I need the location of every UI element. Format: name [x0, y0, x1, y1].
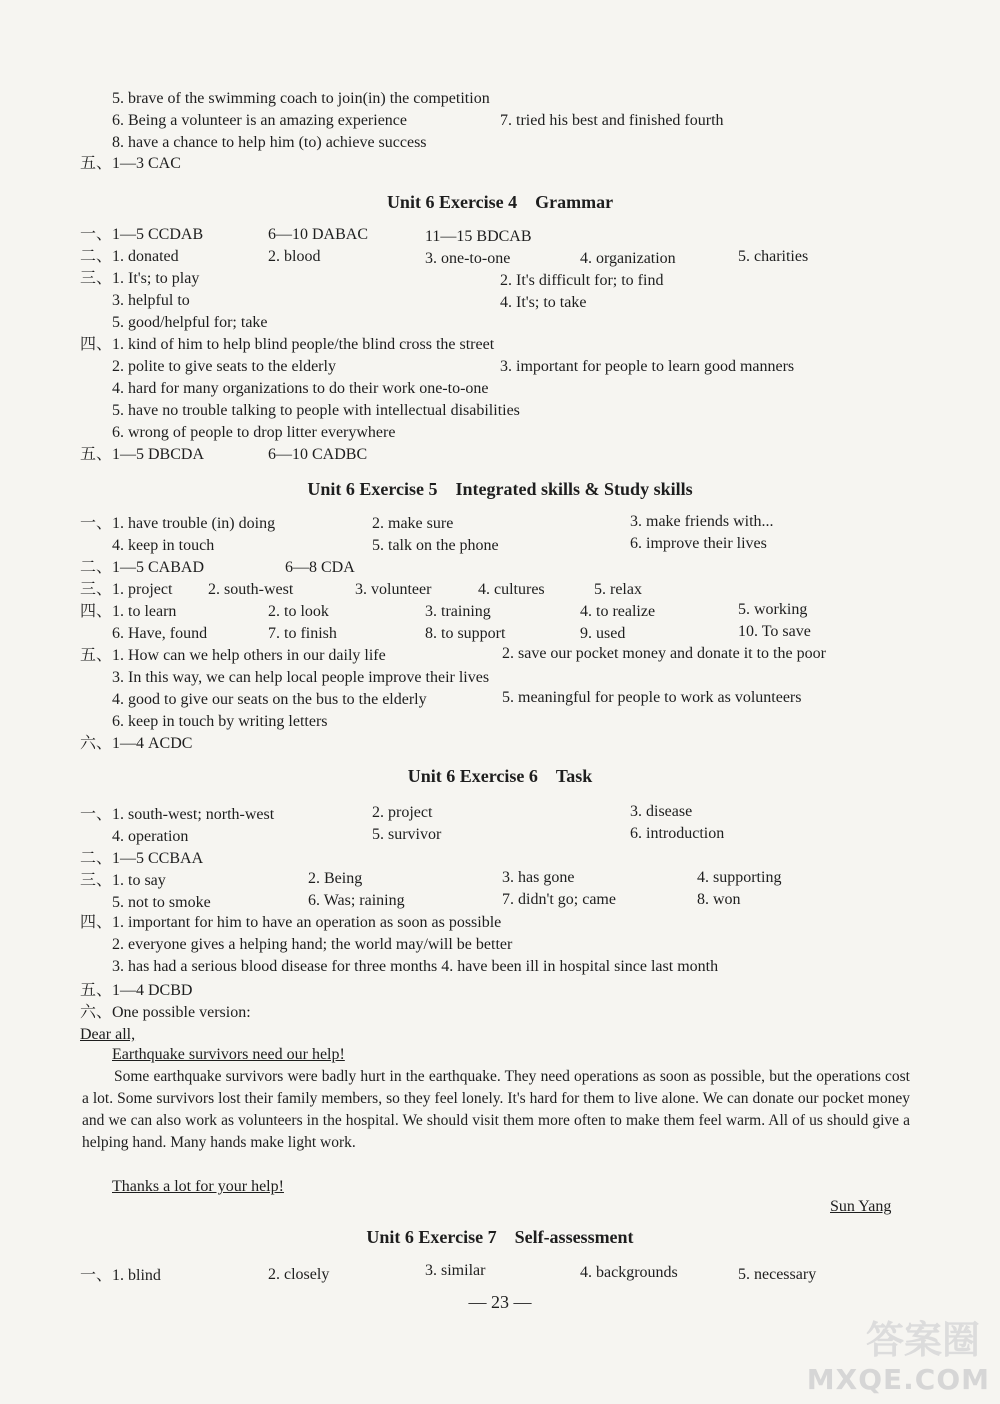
answer-line: 6—10 DABAC	[268, 226, 369, 243]
answer-line: 3. volunteer	[355, 581, 432, 598]
answer-line: 2. polite to give seats to the elderly	[112, 358, 336, 375]
answer-line: 3. In this way, we can help local people improve their lives	[112, 669, 490, 686]
answer-line: 11—15 BDCAB	[425, 228, 532, 245]
answer-line: 4. backgrounds	[580, 1264, 678, 1281]
answer-line: 4. keep in touch	[112, 537, 215, 554]
answer-line: 5. good/helpful for; take	[112, 314, 268, 331]
answer-line: 5. have no trouble talking to people with intellectual disabilities	[112, 402, 520, 419]
answer-line: 6. Have, found	[112, 625, 208, 642]
answer-line: 3. has had a serious blood disease for three months 4. have been ill in hospital since last month	[112, 958, 719, 975]
answer-line: 7. tried his best and finished fourth	[500, 112, 724, 129]
answer-line: 5. working	[738, 601, 808, 618]
answer-line: 2. make sure	[372, 515, 454, 532]
letter-closing: Thanks a lot for your help!	[112, 1178, 284, 1195]
answer-line: 三、1. It's; to play	[80, 270, 200, 287]
answer-line: 4. operation	[112, 828, 189, 845]
answer-line: 8. to support	[425, 625, 506, 642]
answer-line: 2. everyone gives a helping hand; the world may/will be better	[112, 936, 513, 953]
answer-line: 3. important for people to learn good manners	[500, 358, 795, 375]
answer-line: 5. relax	[594, 581, 642, 598]
letter-body: Some earthquake survivors were badly hurt in the earthquake. They need operations as soon as possible, but the operations cost a lot. Some survivors lost their family members, so they feel lonely. It's hard for them to live alone. We can donate our pocket money and we can also work as volunteers in the hospital. We should visit them more often to make them feel warm. All of us should give a helping hand. Many hands make light work.	[82, 1068, 910, 1151]
answer-line: 8. have a chance to help him (to) achieve success	[112, 134, 427, 151]
answer-line: 2. Being	[308, 870, 363, 887]
answer-line: 2. save our pocket money and donate it to the poor	[502, 645, 826, 662]
answer-line: 5. talk on the phone	[372, 537, 499, 554]
answer-line: 三、1. project	[80, 581, 173, 598]
answer-line: 2. south-west	[208, 581, 294, 598]
answer-line: 3. training	[425, 603, 491, 620]
answer-line: 2. project	[372, 804, 433, 821]
answer-line: 6. wrong of people to drop litter everywhere	[112, 424, 396, 441]
page-number: — 23 —	[468, 1292, 532, 1312]
answer-line: 一、1. have trouble (in) doing	[80, 515, 276, 532]
section-title: Unit 6 Exercise 5 Integrated skills & Study skills	[307, 479, 693, 499]
answer-line: 一、1—5 CCDAB	[80, 226, 204, 243]
answer-line: 5. meaningful for people to work as volunteers	[502, 689, 802, 706]
section-title: Unit 6 Exercise 4 Grammar	[386, 192, 614, 212]
answer-line: 3. make friends with...	[630, 513, 774, 530]
answer-line: 4. It's; to take	[500, 294, 587, 311]
answer-line: 6—8 CDA	[285, 559, 355, 576]
answer-line: 2. blood	[268, 248, 321, 265]
answer-line: 一、1. south-west; north-west	[80, 806, 275, 823]
answer-line: 5. charities	[738, 248, 809, 265]
answer-line: 三、1. to say	[80, 872, 166, 889]
answer-line: 9. used	[580, 625, 626, 642]
answer-line: 5. not to smoke	[112, 894, 211, 911]
answer-line: 6. keep in touch by writing letters	[112, 713, 328, 730]
answer-line: 4. organization	[580, 250, 676, 267]
answer-line: 4. hard for many organizations to do their work one-to-one	[112, 380, 489, 397]
answer-line: 四、1. important for him to have an operation as soon as possible	[80, 914, 502, 931]
answer-line: 6. Being a volunteer is an amazing experience	[112, 112, 407, 129]
answer-line: 二、1—5 CCBAA	[80, 850, 204, 867]
answer-line: 5. survivor	[372, 826, 442, 843]
answer-line: 五、1—4 DCBD	[80, 982, 193, 999]
answer-line: 7. to finish	[268, 625, 337, 642]
watermark-logo: 答案圈	[865, 1318, 980, 1362]
answer-line: 一、1. blind	[80, 1267, 161, 1284]
watermark-text: MXQE.COM	[806, 1363, 990, 1396]
answer-line: 二、1—5 CABAD	[80, 559, 205, 576]
answer-line: 6. introduction	[630, 825, 725, 842]
answer-line: 3. similar	[425, 1262, 486, 1279]
answer-line: 10. To save	[738, 623, 811, 640]
answer-line: 二、1. donated	[80, 248, 179, 265]
section-title: Unit 6 Exercise 6 Task	[407, 766, 593, 786]
answer-line: 4. supporting	[697, 869, 782, 886]
letter-heading: Earthquake survivors need our help!	[112, 1046, 345, 1063]
answer-line: 6. improve their lives	[630, 535, 767, 552]
answer-line: 8. won	[697, 891, 741, 908]
answer-line: 3. has gone	[502, 869, 575, 886]
answer-line: 6—10 CADBC	[268, 446, 368, 463]
answer-line: 7. didn't go; came	[502, 891, 616, 908]
answer-line: 2. It's difficult for; to find	[500, 272, 664, 289]
answer-line: 2. closely	[268, 1266, 330, 1283]
answer-line: 4. cultures	[478, 581, 545, 598]
section-title: Unit 6 Exercise 7 Self-assessment	[366, 1227, 634, 1247]
answer-line: 4. to realize	[580, 603, 656, 620]
answer-line: 六、One possible version:	[80, 1004, 251, 1021]
letter-greeting: Dear all,	[80, 1026, 136, 1043]
answer-line: 3. helpful to	[112, 292, 190, 309]
answer-line: 3. one-to-one	[425, 250, 511, 267]
answer-line: 2. to look	[268, 603, 329, 620]
answer-line: 3. disease	[630, 803, 693, 820]
answer-line: 5. brave of the swimming coach to join(in) the competition	[112, 90, 490, 107]
answer-line: 五、1—3 CAC	[80, 155, 181, 172]
answer-line: 五、1. How can we help others in our daily life	[80, 647, 386, 664]
answer-line: 4. good to give our seats on the bus to the elderly	[112, 691, 427, 708]
answer-line: 五、1—5 DBCDA	[80, 446, 205, 463]
answer-line: 四、1. kind of him to help blind people/the blind cross the street	[80, 336, 495, 353]
answer-line: 六、1—4 ACDC	[80, 735, 193, 752]
answer-line: 5. necessary	[738, 1266, 817, 1283]
answer-line: 6. Was; raining	[308, 892, 405, 909]
answer-line: 四、1. to learn	[80, 603, 177, 620]
letter-signature: Sun Yang	[830, 1198, 892, 1215]
